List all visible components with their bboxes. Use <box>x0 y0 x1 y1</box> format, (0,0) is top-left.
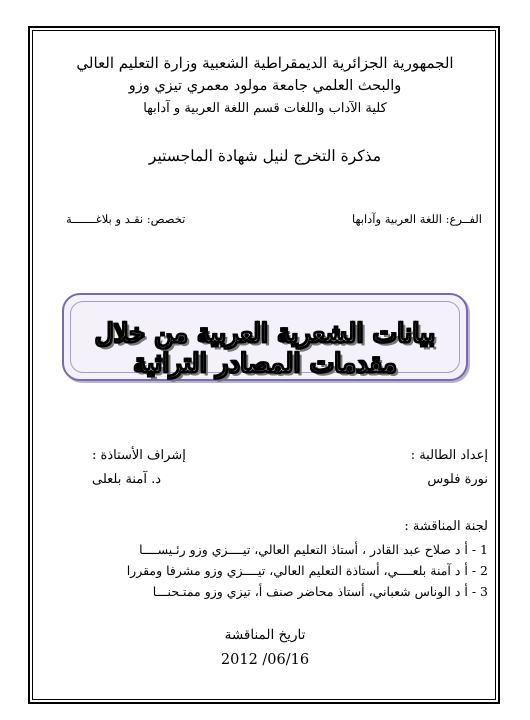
title-box <box>62 293 468 381</box>
header-faculty-line: كلية الآداب واللغات قسم اللغة العربية و آدابها <box>143 101 387 116</box>
student-name: نورة فلوس <box>427 472 488 487</box>
header-ministry-line: الجمهورية الجزائرية الديمقراطية الشعبية وزارة التعليم العالي <box>76 54 454 72</box>
thesis-type: مذكرة التخرج لنيل شهادة الماجستير <box>148 147 382 165</box>
discussion-date-label: تاريخ المناقشة <box>224 627 306 643</box>
committee-label: لجنة المناقشة : <box>404 519 488 534</box>
header-university-line: والبحث العلمي جامعة مولود معمري تيزي وزو <box>128 78 402 94</box>
committee-member-1: 1 - أ د صلاح عبد القادر ، أستاذ التعليم العالي، تيــــزي وزو رئـيســــا <box>139 542 488 557</box>
supervisor-label: إشراف الأستاذة : <box>92 448 186 463</box>
discussion-date: 2012 /06/16 <box>220 652 310 668</box>
committee-member-3: 3 - أ د الوناس شعباني، أستاذ محاضر صنف أ، تيزي وزو ممتـحنـــا <box>152 584 488 599</box>
supervisor-name: د. آمنة بلعلى <box>92 472 161 487</box>
student-label: إعداد الطالبة : <box>410 448 488 463</box>
specialty-label: تخصص: نقـد و بلاغـــــــة <box>66 212 186 226</box>
branch-label: الفــرع: اللغة العربية وآدابها <box>351 212 482 226</box>
committee-member-2: 2 - أ د آمنة بلعــــي، أستاذة التعليم العالي، تيــــزي وزو مشرفا ومقررا <box>126 563 488 578</box>
thesis-title: بيانات الشعرية العربية من خلال مقدمات المصادر التراثية <box>94 319 436 379</box>
